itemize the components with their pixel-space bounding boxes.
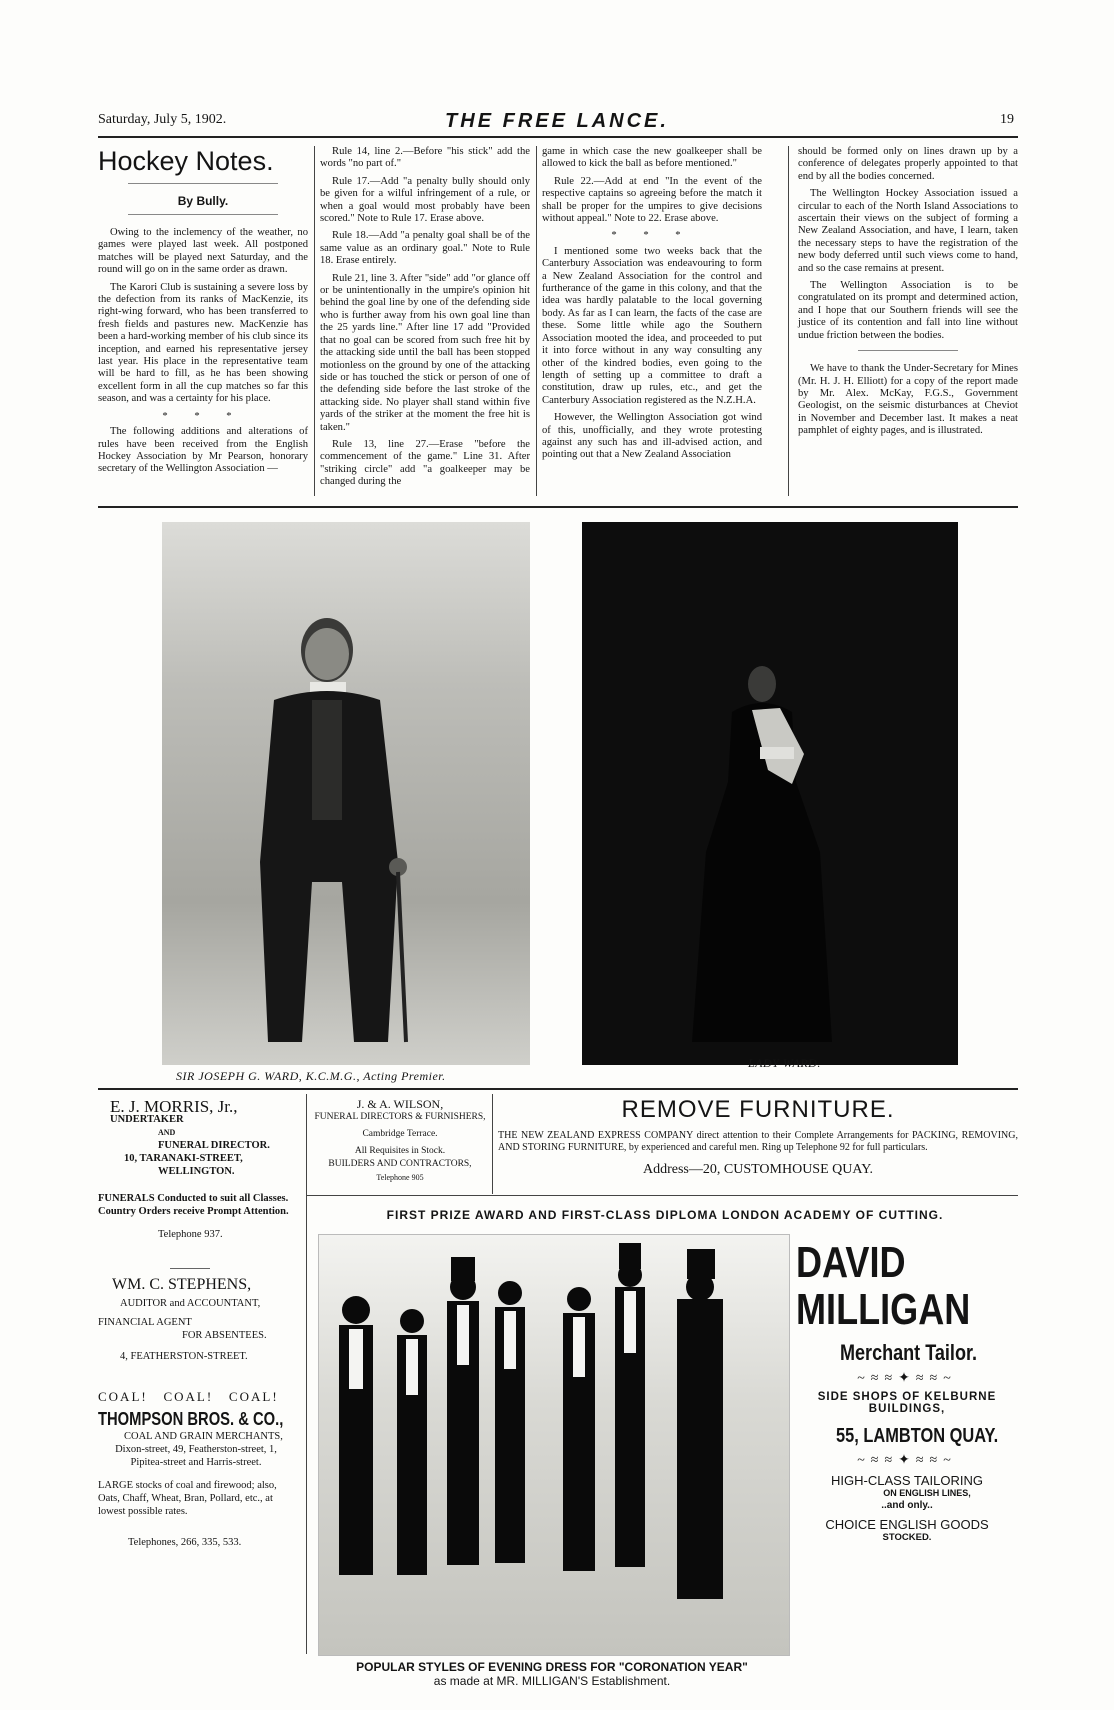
ad-morris-address: 10, TARANAKI-STREET, bbox=[124, 1153, 243, 1164]
ad-morris-line: FUNERAL DIRECTOR. bbox=[158, 1140, 270, 1151]
ad-milligan-shops: BUILDINGS, bbox=[868, 1403, 946, 1415]
ad-morris-city: WELLINGTON. bbox=[158, 1166, 235, 1177]
ad-morris-line: AND bbox=[158, 1128, 176, 1137]
ad-milligan-class: CHOICE ENGLISH GOODS bbox=[825, 1517, 989, 1532]
ad-milligan-award: FIRST PRIZE AWARD AND FIRST-CLASS DIPLOMA LONDON ACADEMY OF CUTTING. bbox=[386, 1208, 944, 1222]
ad-milligan-class: ..and only.. bbox=[881, 1500, 933, 1511]
ad-coal-line: Dixon-street, 49, Featherston-street, 1, Pipitea-street and Harris-street. bbox=[115, 1444, 277, 1468]
ad-wilson bbox=[312, 1098, 488, 1184]
section-rule bbox=[858, 350, 958, 351]
section-divider bbox=[98, 1088, 1018, 1090]
article-byline: By Bully. bbox=[177, 194, 229, 208]
column-rule bbox=[788, 146, 789, 496]
ad-milligan-name: MILLIGAN bbox=[796, 1285, 971, 1334]
issue-date: Saturday, July 5, 1902. bbox=[98, 112, 227, 127]
article-title: Hockey Notes. bbox=[98, 146, 274, 176]
ornament-divider: ~≈≈✦≈≈~ bbox=[857, 1453, 957, 1468]
column-rule bbox=[306, 1094, 307, 1654]
article-col-1 bbox=[98, 146, 308, 481]
section-stars: * * * bbox=[162, 410, 244, 422]
article-col-2 bbox=[320, 146, 530, 494]
paragraph: The Karori Club is sustaining a severe loss by the defection from its ranks of MacKenzie, its right-wing forward, who has been transferred to fresh fields and pastures new. MacKenzie has been a hard-working member of his club since its inception, and earned his representative jersey last year. His place in the representative team will be hard to fill, as he has been showing excellent form in all the cup matches so far this season, and was a certainty for his place. bbox=[98, 281, 308, 405]
article-col-4 bbox=[798, 146, 1018, 443]
paragraph: should be formed only on lines drawn up by a conference of delegates properly appointed to that end by all the bodies concerned. bbox=[798, 146, 1018, 182]
byline-rule bbox=[128, 214, 278, 215]
paragraph: Owing to the inclemency of the weather, no games were played last week. All postponed matches will be played next Saturday, and the round will go on in the same order as drawn. bbox=[98, 227, 308, 276]
ad-stephens-address: 4, FEATHERSTON-STREET. bbox=[120, 1351, 248, 1362]
column-rule bbox=[314, 146, 315, 496]
masthead: THE FREE LANCE. bbox=[445, 110, 669, 132]
ad-stephens-line: AUDITOR and ACCOUNTANT, bbox=[120, 1298, 261, 1309]
ad-milligan-class: ON ENGLISH LINES, bbox=[883, 1488, 971, 1498]
ad-wilson-line: BUILDERS AND CONTRACTORS, bbox=[328, 1159, 472, 1169]
ad-milligan-class: HIGH-CLASS TAILORING bbox=[831, 1473, 983, 1488]
photo-lady-ward bbox=[582, 522, 958, 1065]
ad-coal bbox=[98, 1390, 294, 1549]
paragraph: However, the Wellington Association got wind of this, unofficially, and they wrote protesting against any such has and ill-advised action, and pointing out that a New Zealand Association bbox=[542, 412, 762, 461]
ad-milligan-panel bbox=[796, 1240, 1018, 1543]
paragraph: We have to thank the Under-Secretary for Mines (Mr. H. J. H. Elliott) for a copy of the report made by Mr. Alex. McKay, F.G.S., Government Geologist, on the seismic disturbances at Cheviot in November and December last. It makes a neat pamphlet of eighty pages, and is illustrated. bbox=[798, 363, 1018, 437]
column-rule bbox=[492, 1094, 493, 1194]
ad-morris-name: E. J. MORRIS, Jr., bbox=[110, 1097, 238, 1116]
ad-milligan-shops: SIDE SHOPS OF KELBURNE bbox=[817, 1391, 997, 1403]
ad-remove-furniture bbox=[498, 1096, 1018, 1178]
ad-stephens-name: WM. C. STEPHENS, bbox=[112, 1276, 252, 1293]
ad-coal-header: COAL! COAL! COAL! bbox=[98, 1389, 279, 1404]
header-rule bbox=[98, 136, 1018, 138]
article-col-3 bbox=[542, 146, 762, 467]
ad-coal-text: LARGE stocks of coal and firewood; also, Oats, Chaff, Wheat, Bran, Pollard, etc., at lowest possible rates. bbox=[98, 1480, 277, 1517]
paragraph: The Wellington Association is to be congratulated on its prompt and determined action, and I hope that our Southern friends will see the justice of its contention and fall into line without undue friction between the bodies. bbox=[798, 280, 1018, 341]
section-divider bbox=[306, 1195, 1018, 1196]
ad-stephens bbox=[98, 1278, 294, 1363]
ad-stephens-line: FINANCIAL AGENT bbox=[98, 1317, 192, 1328]
ornament-divider: ~≈≈✦≈≈~ bbox=[857, 1371, 957, 1386]
ad-wilson-line: FUNERAL DIRECTORS & FURNISHERS, bbox=[314, 1112, 486, 1122]
page-number: 19 bbox=[1000, 112, 1014, 127]
ad-milligan-class: STOCKED. bbox=[882, 1532, 932, 1543]
ad-milligan-caption-line: as made at MR. MILLIGAN'S Establishment. bbox=[433, 1674, 671, 1688]
ad-morris-line: UNDERTAKER bbox=[110, 1114, 184, 1125]
paragraph: Rule 13, line 27.—Erase "before the commencement of the game." Line 31. After "striking circle" add "a goalkeeper may be changed during the bbox=[320, 438, 530, 488]
title-rule bbox=[128, 183, 278, 184]
ad-remove-address: Address—20, CUSTOMHOUSE QUAY. bbox=[643, 1162, 873, 1177]
paragraph: Rule 22.—Add at end "In the event of the respective captains so agreeing before the match it shall be proper for the umpires to give decisions without appeal." Note to 22. Erase above. bbox=[542, 175, 762, 225]
ad-wilson-line: Cambridge Terrace. bbox=[362, 1129, 438, 1139]
ad-milligan-name: DAVID bbox=[796, 1238, 906, 1287]
ad-coal-firm: THOMPSON BROS. & CO., bbox=[98, 1409, 284, 1429]
ad-wilson-name: J. & A. WILSON, bbox=[356, 1097, 444, 1111]
photo-sir-joseph-ward bbox=[162, 522, 530, 1065]
ad-milligan-trade: Merchant Tailor. bbox=[840, 1340, 978, 1365]
column-rule bbox=[536, 146, 537, 496]
paragraph: The following additions and alterations of rules have been received from the English Hockey Association by Mr Pearson, honorary secretary of the Wellington Association — bbox=[98, 426, 308, 475]
caption-left: SIR JOSEPH G. WARD, K.C.M.G., Acting Premier. bbox=[176, 1069, 446, 1083]
ad-coal-line: COAL AND GRAIN MERCHANTS, bbox=[124, 1431, 283, 1442]
ad-morris bbox=[98, 1097, 294, 1241]
ad-separator bbox=[170, 1268, 210, 1269]
evening-dress-illustration bbox=[318, 1234, 790, 1656]
ad-coal-telephones: Telephones, 266, 335, 533. bbox=[128, 1537, 242, 1548]
ad-wilson-line: All Requisites in Stock. bbox=[354, 1146, 446, 1156]
gentlemen-figures bbox=[319, 1235, 789, 1655]
ad-milligan-address: 55, LAMBTON QUAY. bbox=[836, 1425, 999, 1447]
col1-text bbox=[98, 227, 308, 476]
section-stars: * * * bbox=[611, 230, 693, 242]
ad-remove-title: REMOVE FURNITURE. bbox=[621, 1096, 895, 1123]
ad-milligan-caption bbox=[312, 1660, 792, 1688]
ad-stephens-line: FOR ABSENTEES. bbox=[182, 1330, 267, 1341]
caption-right: LADY WARD. bbox=[748, 1056, 821, 1070]
ad-morris-telephone: Telephone 937. bbox=[158, 1229, 223, 1240]
portrait-figure bbox=[162, 522, 530, 1065]
ad-morris-text: FUNERALS Conducted to suit all Classes. Country Orders receive Prompt Attention. bbox=[98, 1193, 289, 1217]
paragraph: Rule 18.—Add "a penalty goal shall be of the same value as an ordinary goal." Note to Rule 18. Erase entirely. bbox=[320, 230, 530, 267]
ad-remove-text: THE NEW ZEALAND EXPRESS COMPANY direct attention to their Complete Arrangements for PACKING, REMOVING, AND STORING FURNITURE, by experienced and careful men. Ring up Telephone 92 for full particulars. bbox=[498, 1130, 1018, 1153]
paragraph: Rule 21, line 3. After "side" add "or glance off or be unintentionally in the umpire's opinion hit behind the goal line by one of the defending side who is further away from his own goal line than the 25 yards line." After line 17 add "Provided that no goal can be scored from such free hit by the attacking side until the ball has been stopped motionless on the ground by one of the attacking side or has touched the stick or person of one of the defending side before the last stroke of the attacking side. No player shall stand within five yards of the striker at the moment the free hit is taken." bbox=[320, 272, 530, 433]
paragraph: Rule 17.—Add "a penalty bully should only be given for a wilful infringement of a rule, or when a goal would most probably have been scored." Note to Rule 17. Erase above. bbox=[320, 175, 530, 225]
ad-wilson-telephone: Telephone 905 bbox=[376, 1173, 424, 1182]
portrait-figure bbox=[582, 522, 958, 1065]
paragraph: The Wellington Hockey Association issued a circular to each of the North Island Associations to ascertain their views on the subject of forming a New Zealand Association, and have, I learn, taken the necessary steps to have the registration of the new body deferred until such views come to hand, and so the case remains at present. bbox=[798, 188, 1018, 274]
paragraph: game in which case the new goalkeeper shall be allowed to kick the ball as before mentioned." bbox=[542, 146, 762, 170]
paragraph: Rule 14, line 2.—Before "his stick" add the words "no part of." bbox=[320, 146, 530, 170]
ad-milligan-caption-line: POPULAR STYLES OF EVENING DRESS FOR "CORONATION YEAR" bbox=[356, 1660, 748, 1674]
paragraph: I mentioned some two weeks back that the Canterbury Association was endeavouring to form a New Zealand Association for the control and furtherance of the game in this colony, and that the idea was hardly palatable to the local governing body. As far as I can learn, the facts of the case are these. Some little while ago the Southern Association mooted the idea, and proceeded to put it into force without in any way consulting any other of the kindred bodies, even going to the length of setting up a committee to draft a constitution, draw up rules, etc., and get the Canterbury Association registered as the N.Z.H.A. bbox=[542, 245, 762, 406]
section-divider bbox=[98, 506, 1018, 508]
